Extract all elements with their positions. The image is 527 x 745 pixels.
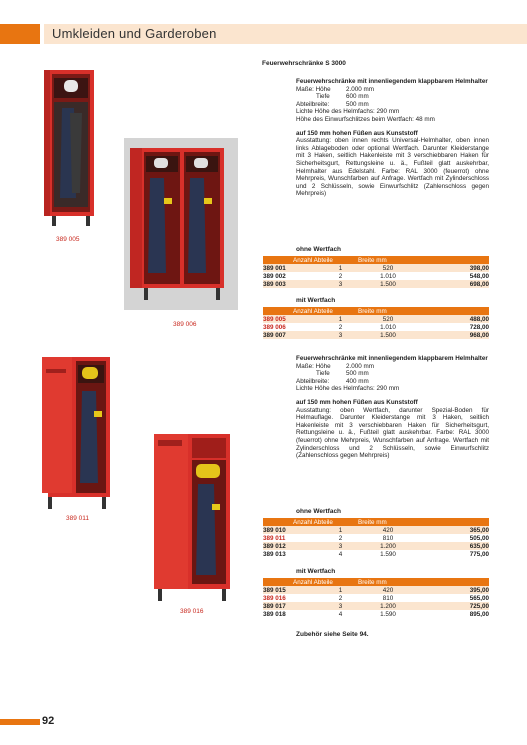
locker-image-389006 bbox=[124, 138, 238, 310]
spec-extra: Höhe des Einwurfschlitzes beim Wertfach: 48 mm bbox=[296, 115, 435, 123]
price: 505,00 bbox=[469, 534, 489, 542]
image-caption: 389 016 bbox=[180, 608, 204, 615]
column-header: Anzahl Abteile bbox=[263, 307, 358, 315]
article-number: 389 010 bbox=[263, 526, 323, 534]
price: 775,00 bbox=[469, 550, 489, 558]
width-mm: 810 bbox=[382, 594, 394, 602]
image-caption: 389 005 bbox=[56, 236, 80, 243]
column-header: Anzahl Abteile bbox=[263, 578, 358, 586]
compartment-count: 2 bbox=[338, 272, 343, 280]
width-mm: 520 bbox=[358, 264, 418, 272]
image-caption: 389 006 bbox=[173, 321, 197, 328]
table-row bbox=[263, 610, 489, 618]
article-number: 389 017 bbox=[263, 602, 323, 610]
width-mm: 1.500 bbox=[358, 280, 418, 288]
table-row bbox=[263, 331, 489, 339]
width-mm: 420 bbox=[358, 526, 418, 534]
table-row bbox=[263, 602, 489, 610]
footer-accent-bar bbox=[0, 719, 40, 725]
price-table bbox=[263, 307, 489, 339]
compartment-count: 1 bbox=[323, 315, 358, 323]
price-table bbox=[263, 578, 489, 618]
spec-label: Abteilbreite: bbox=[296, 100, 330, 108]
article-number: 389 006 bbox=[263, 323, 286, 331]
product-description bbox=[296, 355, 489, 460]
spec-extra: Lichte Höhe des Helmfachs: 290 mm bbox=[296, 108, 400, 116]
article-number: 389 018 bbox=[263, 610, 286, 618]
width-mm: 520 bbox=[358, 315, 418, 323]
width-mm: 1.590 bbox=[380, 550, 396, 558]
spec-value: 600 mm bbox=[346, 93, 369, 101]
article-number: 389 001 bbox=[263, 264, 323, 272]
spec-value: 500 mm bbox=[346, 100, 369, 108]
column-header: Anzahl Abteile bbox=[263, 518, 358, 526]
spec-label: Tiefe bbox=[316, 93, 330, 101]
table-row bbox=[263, 323, 489, 331]
price: 565,00 bbox=[469, 594, 489, 602]
accessories-note: Zubehör siehe Seite 94. bbox=[296, 631, 369, 638]
compartment-count: 4 bbox=[338, 610, 343, 618]
article-number: 389 007 bbox=[263, 331, 323, 339]
column-header: Breite mm bbox=[358, 518, 418, 526]
price: 635,00 bbox=[418, 542, 489, 550]
page-number: 92 bbox=[42, 715, 55, 727]
price: 398,00 bbox=[418, 264, 489, 272]
price: 548,00 bbox=[469, 272, 489, 280]
column-header: Breite mm bbox=[358, 307, 418, 315]
article-number: 389 003 bbox=[263, 280, 323, 288]
compartment-count: 3 bbox=[323, 280, 358, 288]
product-description bbox=[296, 78, 489, 198]
compartment-count: 2 bbox=[338, 594, 343, 602]
column-header: Anzahl Abteile bbox=[263, 256, 358, 264]
page-title: Umkleiden und Garderoben bbox=[52, 26, 217, 41]
table-row bbox=[263, 264, 489, 272]
article-number: 389 012 bbox=[263, 542, 323, 550]
width-mm: 1.200 bbox=[358, 602, 418, 610]
table-row bbox=[263, 586, 489, 594]
table-row bbox=[263, 526, 489, 534]
table-label: ohne Wertfach bbox=[296, 508, 342, 515]
table-label: mit Wertfach bbox=[296, 568, 336, 575]
article-number: 389 013 bbox=[263, 550, 286, 558]
spec-value: 2.000 mm bbox=[346, 362, 374, 370]
locker-image-389011 bbox=[40, 355, 114, 515]
width-mm: 420 bbox=[358, 586, 418, 594]
feet-heading: auf 150 mm hohen Füßen aus Kunststoff bbox=[296, 398, 418, 406]
article-number: 389 011 bbox=[263, 534, 286, 542]
product-heading: Feuerwehrschränke mit innenliegendem klappbarem Helmhalter bbox=[296, 78, 488, 85]
spec-label: Maße: Höhe bbox=[296, 85, 331, 93]
table-row bbox=[263, 542, 489, 550]
equipment-description: Ausstattung: oben innen rechts Universal-Helmhalter, oben innen links Ablageboden oder optional Wertfach. Darunter Kleiderstange mit 3 Haken, seitlich Hakenleiste mit 3 verschiebbaren Haken für Sicherheitsgurt, Rettungsleine u. ä., Fußteil glatt auskehrbar, Helmhalter aus Edelstahl. Farbe: RAL 3000 (feuerrot) ohne Mehrpreis, Wunschfarben auf Anfrage. Wertfach mit Zylinderschloss und 2 Schlüsseln, sowie Einwurfschlitz (Zahlenschloss gegen Mehrpreis) bbox=[296, 137, 489, 198]
article-number: 389 005 bbox=[263, 315, 323, 323]
width-mm: 1.010 bbox=[380, 323, 396, 331]
compartment-count: 4 bbox=[338, 550, 343, 558]
width-mm: 810 bbox=[382, 534, 394, 542]
width-mm: 1.500 bbox=[358, 331, 418, 339]
width-mm: 1.200 bbox=[358, 542, 418, 550]
table-row bbox=[263, 272, 489, 280]
compartment-count: 1 bbox=[323, 526, 358, 534]
spec-label: Tiefe bbox=[316, 370, 330, 378]
compartment-count: 3 bbox=[323, 602, 358, 610]
column-header: Breite mm bbox=[358, 578, 418, 586]
spec-value: 2.000 mm bbox=[346, 85, 374, 93]
product-heading: Feuerwehrschränke mit innenliegendem klappbarem Helmhalter bbox=[296, 355, 488, 362]
image-caption: 389 011 bbox=[66, 515, 90, 522]
table-label: mit Wertfach bbox=[296, 297, 336, 304]
price: 698,00 bbox=[418, 280, 489, 288]
spec-label: Maße: Höhe bbox=[296, 362, 331, 370]
table-row bbox=[263, 550, 489, 558]
compartment-count: 1 bbox=[323, 264, 358, 272]
table-row bbox=[263, 315, 489, 323]
compartment-count: 3 bbox=[323, 542, 358, 550]
table-label: ohne Wertfach bbox=[296, 246, 342, 253]
article-number: 389 002 bbox=[263, 272, 286, 280]
column-header: Breite mm bbox=[358, 256, 418, 264]
price: 365,00 bbox=[418, 526, 489, 534]
article-number: 389 016 bbox=[263, 594, 286, 602]
price-table bbox=[263, 518, 489, 558]
locker-image-389005 bbox=[44, 68, 98, 228]
locker-image-389016 bbox=[150, 430, 234, 605]
spec-value: 500 mm bbox=[346, 370, 369, 378]
price: 728,00 bbox=[469, 323, 489, 331]
feet-heading: auf 150 mm hohen Füßen aus Kunststoff bbox=[296, 129, 418, 137]
price: 725,00 bbox=[418, 602, 489, 610]
compartment-count: 1 bbox=[323, 586, 358, 594]
price: 895,00 bbox=[469, 610, 489, 618]
price-table bbox=[263, 256, 489, 288]
compartment-count: 2 bbox=[338, 534, 343, 542]
width-mm: 1.010 bbox=[380, 272, 396, 280]
compartment-count: 2 bbox=[338, 323, 343, 331]
table-row bbox=[263, 280, 489, 288]
table-row bbox=[263, 534, 489, 542]
equipment-description: Ausstattung: oben Wertfach, darunter Spezial-Boden für Helmauflage. Darunter Kleiderstange mit 3 Haken, seitlich Hakenleiste mit 3 verschiebbaren Haken für Sicherheitsgurt, Rettungsleine u. ä., Fußteil glatt auskehrbar. Farbe: RAL 3000 (feuerrot) ohne Mehrpreis, Wunschfarben auf Anfrage. Wertfach mit Zylinderschloss und 2 Schlüsseln, sowie Einwurfschlitz (Zahlenschloss gegen Mehrpreis) bbox=[296, 406, 489, 460]
price: 488,00 bbox=[418, 315, 489, 323]
price: 968,00 bbox=[418, 331, 489, 339]
section-title: Feuerwehrschränke S 3000 bbox=[262, 60, 346, 67]
price: 395,00 bbox=[418, 586, 489, 594]
width-mm: 1.590 bbox=[380, 610, 396, 618]
compartment-count: 3 bbox=[323, 331, 358, 339]
article-number: 389 015 bbox=[263, 586, 323, 594]
spec-extra: Lichte Höhe des Helmfachs: 290 mm bbox=[296, 385, 400, 393]
table-row bbox=[263, 594, 489, 602]
spec-label: Abteilbreite: bbox=[296, 377, 330, 385]
header-accent-bar bbox=[0, 24, 40, 44]
spec-value: 400 mm bbox=[346, 377, 369, 385]
